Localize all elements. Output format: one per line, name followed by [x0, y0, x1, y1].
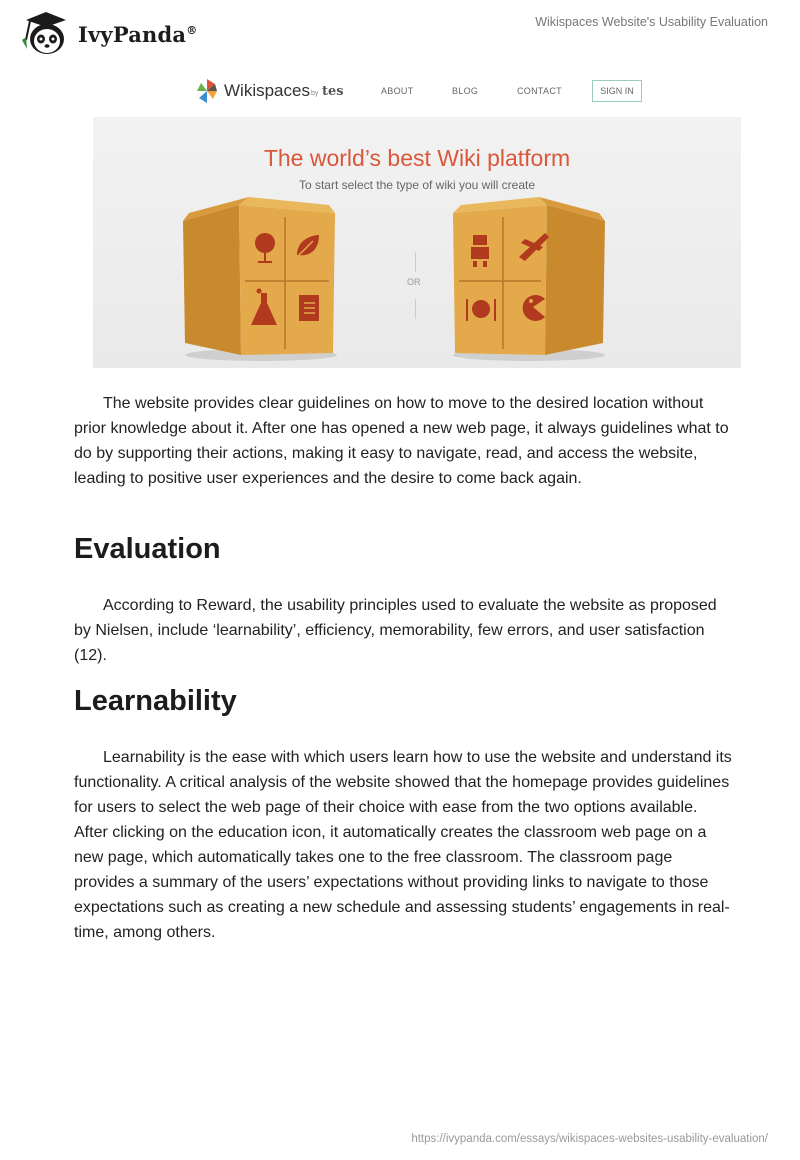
hero-headline: The world’s best Wiki platform [263, 145, 571, 171]
wikispaces-hero [93, 117, 741, 368]
nav-contact: CONTACT [517, 86, 562, 96]
heading-evaluation: Evaluation [74, 533, 221, 565]
wikispaces-screenshot [93, 72, 741, 368]
logo-text: IvyPanda® [78, 22, 198, 47]
education-box [179, 195, 339, 365]
hero-subheadline: To start select the type of wiki you will create [298, 178, 536, 192]
heading-learnability: Learnability [74, 685, 237, 717]
notebook-icon [299, 295, 319, 321]
paragraph-intro: The website provides clear guidelines on how to move to the desired location without prior knowledge about it. After one has opened a new web page, it always guidelines what to do by supporting their actions, making it easy to navigate, read, and access the website, leading to positive user experiences and the desire to come back again. [74, 395, 729, 487]
wikispaces-brand-by: by [311, 90, 319, 97]
paragraph-learnability: Learnability is the ease with which users learn how to use the website and understand its functionality. A critical analysis of the website showed that the homepage provides guidelines for users to select the web page of their choice with ease from the two options available. After clicking on the education icon, it automatically creates the classroom web page on a new page, which automatically takes one to the free classroom. The classroom page provides a summary of the users’ expectations without providing links to navigate to those expectations such as creating a new schedule and assessing students’ engagements in real-time, among others. [74, 749, 732, 941]
fun-box [449, 195, 611, 365]
ivypanda-logo[interactable] [16, 8, 196, 58]
or-divider-bottom [415, 299, 416, 319]
wikispaces-brand-name: Wikispaces [224, 81, 310, 100]
nav-signin: SIGN IN [592, 80, 642, 102]
or-label: OR [407, 277, 421, 287]
or-divider-top [415, 252, 416, 272]
wikispaces-navbar [93, 72, 741, 114]
wikispaces-pinwheel-icon [195, 78, 219, 104]
nav-blog: BLOG [452, 86, 479, 96]
nav-about: ABOUT [381, 86, 414, 96]
wikispaces-brand-tes: tes [322, 84, 344, 99]
footer-url-link[interactable]: https://ivypanda.com/essays/wikispaces-websites-usability-evaluation/ [411, 1133, 768, 1145]
panda-mascot-icon [16, 10, 74, 58]
document-title: Wikispaces Website's Usability Evaluation [535, 15, 768, 29]
paragraph-evaluation: According to Reward, the usability principles used to evaluate the website as proposed by Nielsen, include ‘learnability’, efficiency, memorability, few errors, and user satisfaction (12). [74, 597, 717, 664]
